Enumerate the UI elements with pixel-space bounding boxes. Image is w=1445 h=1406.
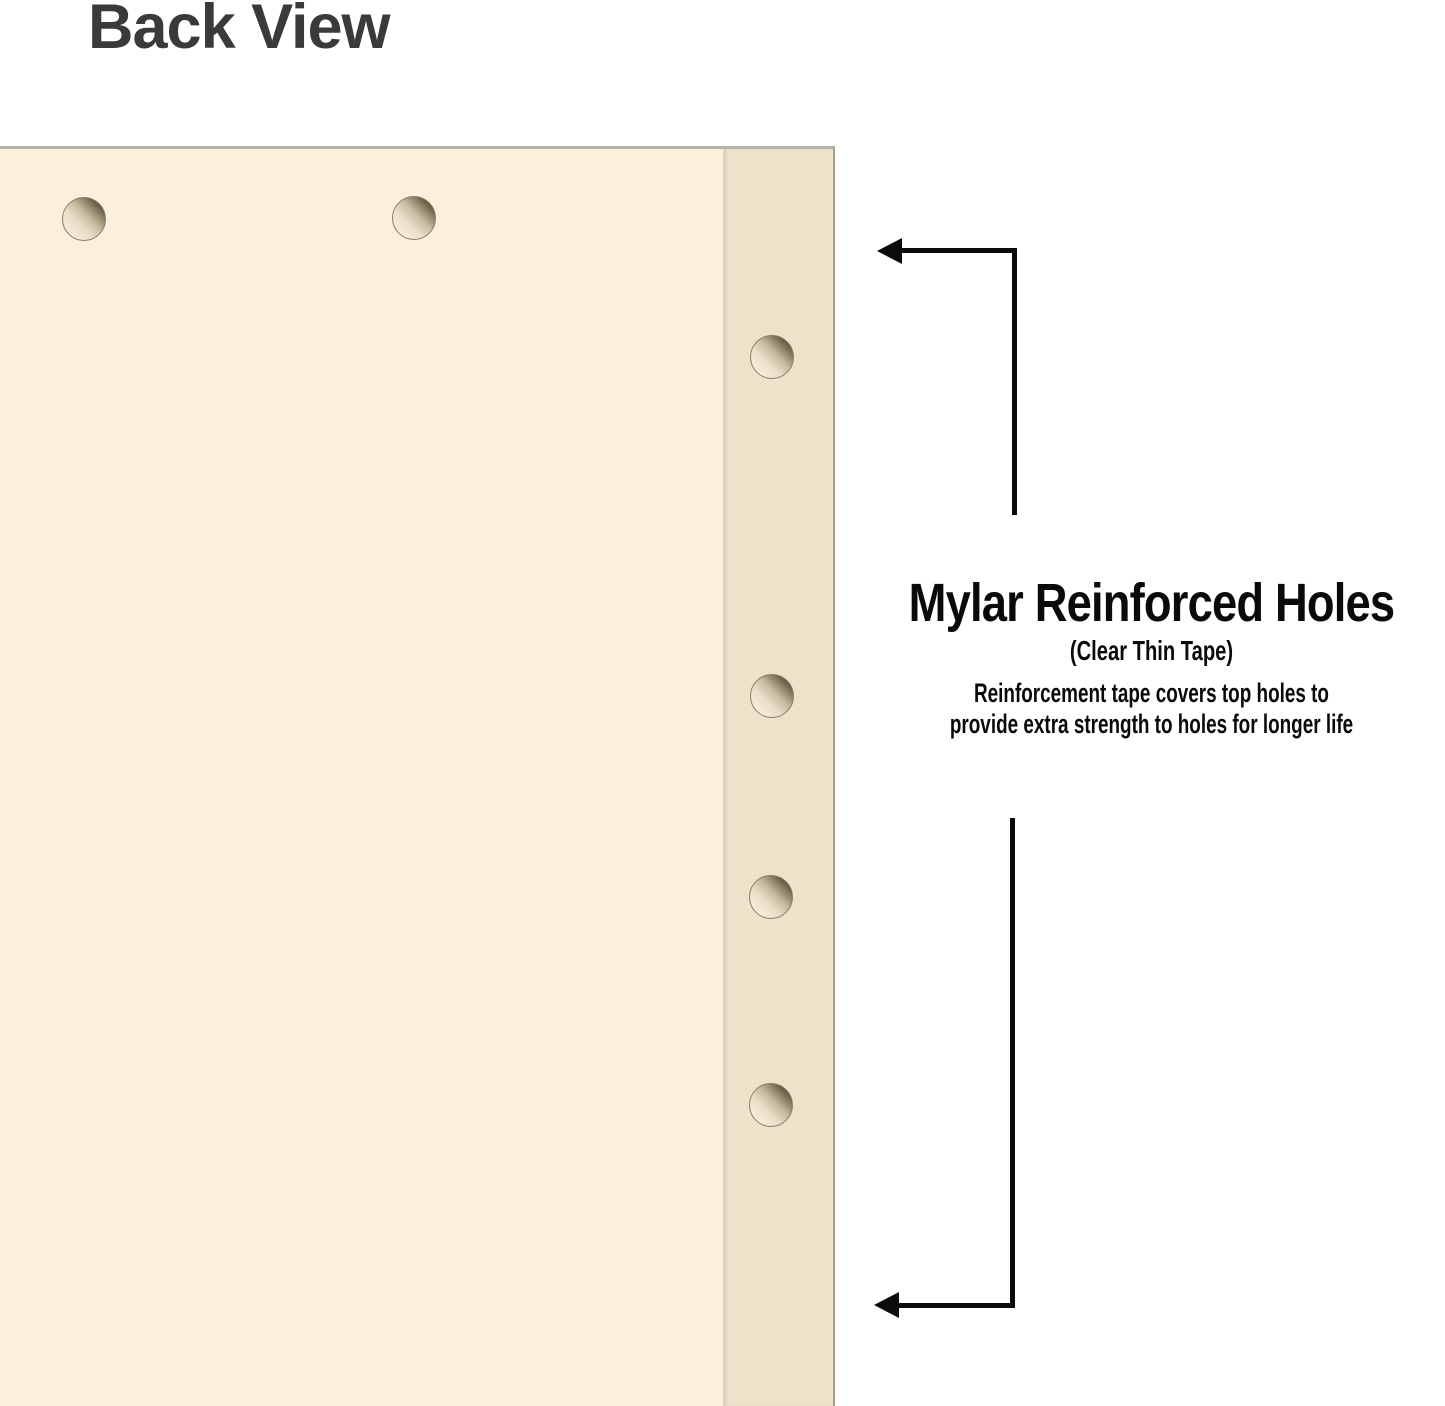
arrow-head-left-icon <box>874 1292 899 1318</box>
arrow-horizontal-line <box>896 1303 1014 1308</box>
arrow-vertical-line <box>1012 248 1017 515</box>
arrow-vertical-line <box>1010 818 1015 1308</box>
annotation-description-line: Reinforcement tape covers top holes to <box>974 678 1329 708</box>
annotation-block <box>858 573 1445 740</box>
punched-hole-side-2 <box>750 674 794 718</box>
punched-hole-side-4 <box>749 1083 793 1127</box>
annotation-description <box>858 678 1445 740</box>
annotation-heading: Mylar Reinforced Holes <box>908 573 1395 633</box>
page-title: Back View <box>88 0 390 62</box>
annotation-description-line: provide extra strength to holes for longer life <box>949 709 1354 739</box>
punched-hole-top-right <box>392 196 436 240</box>
arrow-horizontal-line <box>898 248 1017 253</box>
punched-hole-side-1 <box>750 335 794 379</box>
annotation-subheading: (Clear Thin Tape) <box>1069 635 1234 666</box>
punched-hole-top-left <box>62 197 106 241</box>
punched-hole-side-3 <box>749 875 793 919</box>
